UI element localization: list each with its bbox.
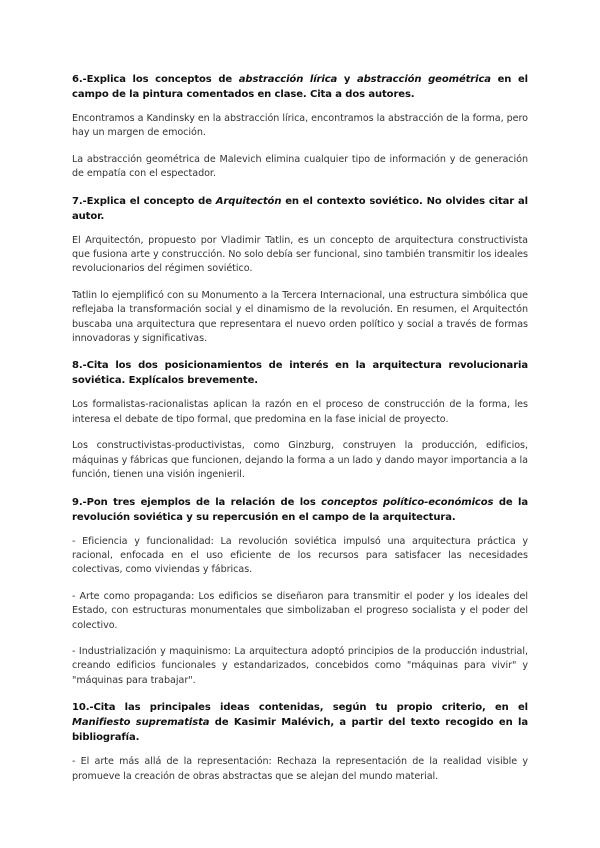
question-text-italic: conceptos político-económicos: [321, 496, 494, 508]
answer-list-item: - Industrialización y maquinismo: La arquitectura adoptó principios de la producción industrial, creando edificios funcionales y estandarizados, concebidos como "máquinas para vivir" y "máquinas para trabajar".: [72, 645, 528, 686]
question-text: 9.-Pon tres ejemplos de la relación de los: [72, 496, 322, 508]
question-heading: [72, 495, 528, 525]
answer-paragraph: Encontramos a Kandinsky en la abstracción lírica, encontramos la abstracción de la forma, pero hay un margen de emoción.: [72, 113, 528, 139]
section-question-7: [72, 194, 528, 347]
question-text: en el contexto soviético. No olvides citar al autor.: [72, 195, 528, 222]
question-text: de la revolución soviética y su repercusión en el campo de la arquitectura.: [72, 496, 528, 523]
answer-list-item: - Arte como propaganda: Los edificios se diseñaron para transmitir el poder y los ideales del Estado, con estructuras monumentales que simbolizaban el progreso socialista y el poder del colectivo.: [72, 590, 528, 631]
question-text-italic: abstracción geométrica: [356, 74, 491, 85]
question-text: 8.-Cita los dos posicionamientos de interés en la arquitectura revolucionaria soviética. Explícalos brevemente.: [72, 360, 528, 387]
question-heading: [72, 700, 528, 745]
answer-paragraph: Tatlin lo ejemplificó con su Monumento a la Tercera Internacional, una estructura simbólica que reflejaba la transformación social y el dinamismo de la revolución. En resumen, el Arquitectón buscaba una arquitectura que representara el nuevo orden político y social a través de formas innovadoras y significativas.: [72, 289, 528, 345]
question-heading: [72, 358, 528, 388]
answer-list-item: - Eficiencia y funcionalidad: La revolución soviética impulsó una arquitectura práctica y racional, enfocada en el uso eficiente de los recursos para satisfacer las necesidades colectivas, como viviendas y fábricas.: [72, 535, 528, 576]
section-question-8: [72, 358, 528, 482]
question-text: 7.-Explica el concepto de: [72, 195, 216, 207]
answer-paragraph: Los formalistas-racionalistas aplican la razón en el proceso de construcción de la forma, les interesa el debate de tipo formal, que predomina en la fase inicial de proyecto.: [72, 399, 528, 425]
question-text: y: [337, 74, 357, 85]
section-question-6: [72, 72, 528, 182]
question-text: 10.-Cita las principales ideas contenidas, según tu propio criterio, en el: [72, 702, 528, 714]
answer-paragraph: El Arquitectón, propuesto por Vladimir Tatlin, es un concepto de arquitectura constructivista que fusiona arte y construcción. No solo debía ser funcional, sino también transmitir los ideales revolucionarios del régimen soviético.: [72, 234, 528, 275]
question-text-italic: abstracción lírica: [238, 74, 338, 85]
answer-list-item: - El arte más allá de la representación: Rechaza la representación de la realidad visible y promueve la creación de obras abstractas que se alejan del mundo material.: [72, 756, 528, 782]
question-heading: [72, 194, 528, 224]
question-text-italic: Manifiesto suprematista: [72, 717, 210, 729]
answer-paragraph: Los constructivistas-productivistas, como Ginzburg, construyen la producción, edificios, máquinas y fábricas que funcionen, dejando la forma a un lado y dando mayor importancia a la función, tienen una visión ingenieril.: [72, 440, 528, 481]
question-text: de Kasimir Malévich, a partir del texto recogido en la bibliografía.: [72, 717, 528, 744]
section-question-9: [72, 495, 528, 689]
answer-paragraph: La abstracción geométrica de Malevich elimina cualquier tipo de información y de generación de empatía con el espectador.: [72, 153, 528, 180]
section-question-10: [72, 700, 528, 784]
question-text: en el campo de la pintura comentados en clase. Cita a dos autores.: [72, 74, 528, 100]
question-heading: [72, 72, 528, 102]
question-text: 6.-Explica los conceptos de: [72, 74, 239, 85]
question-text-italic: Arquitectón: [215, 195, 282, 207]
